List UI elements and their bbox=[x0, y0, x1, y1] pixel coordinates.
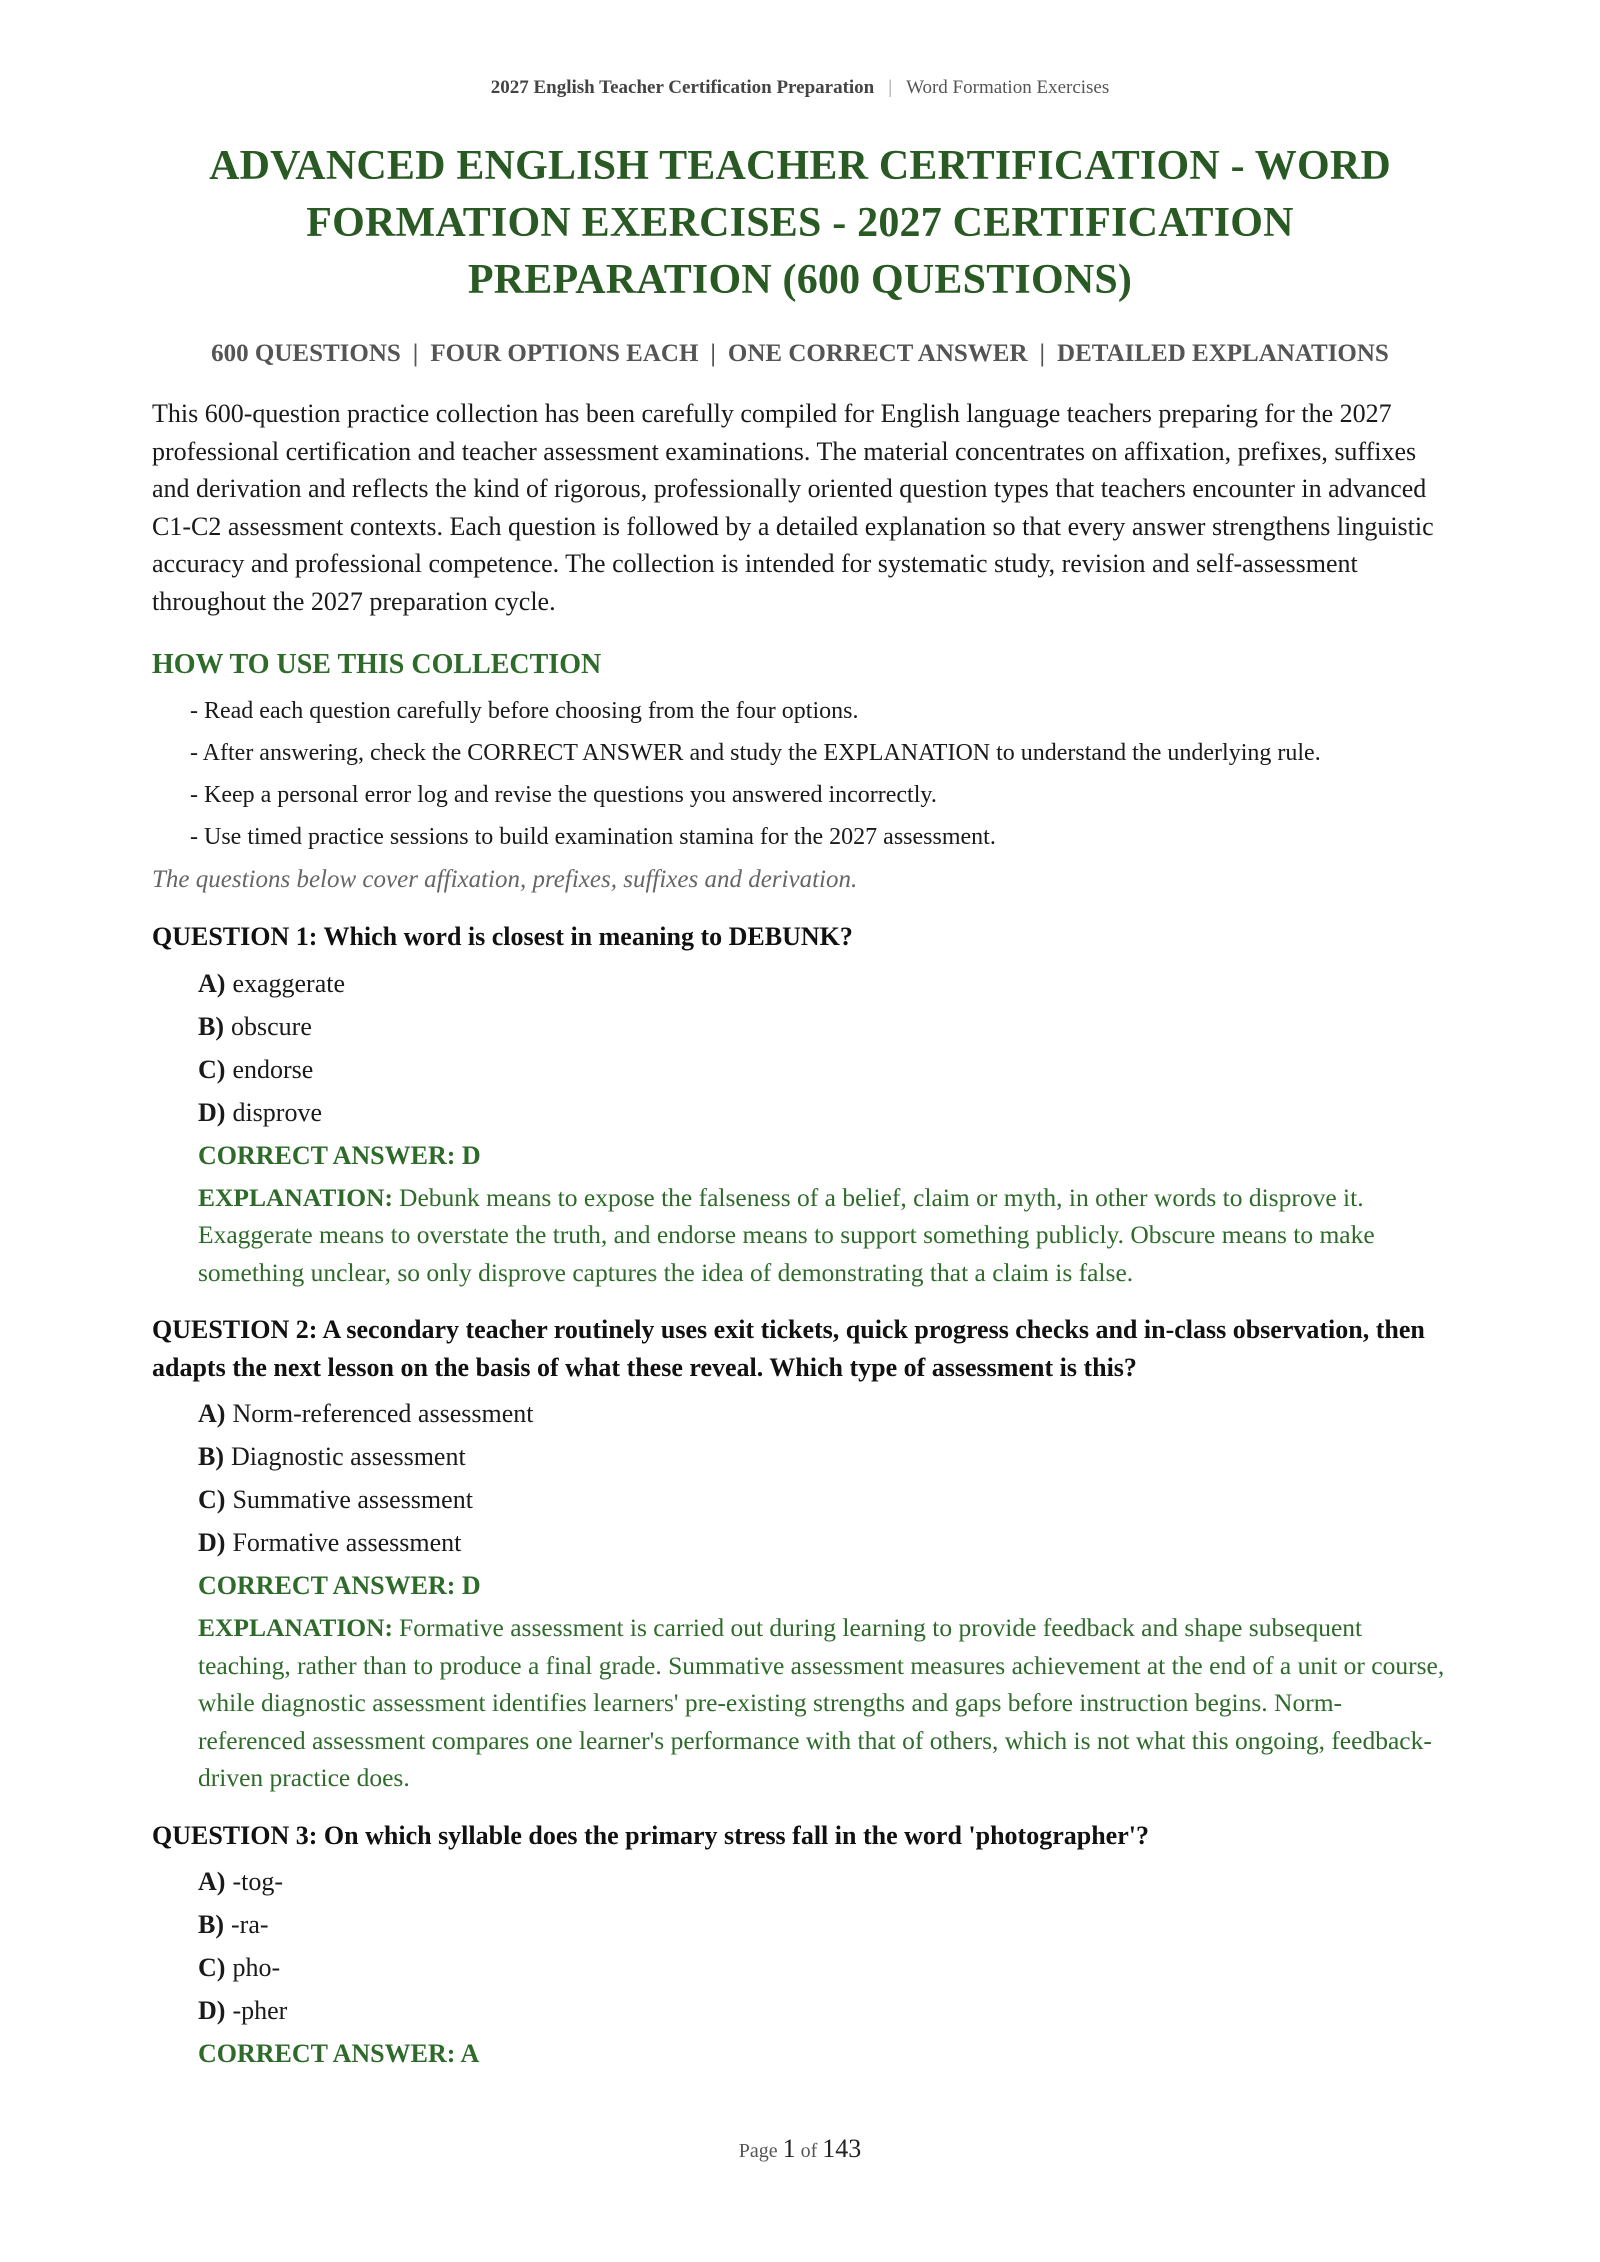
explanation bbox=[152, 1609, 1448, 1797]
question-stem: QUESTION 1: Which word is closest in meaning to DEBUNK? bbox=[152, 922, 853, 951]
option-c bbox=[152, 1048, 1448, 1091]
option-text: Formative assessment bbox=[232, 1528, 462, 1557]
option-letter: C) bbox=[198, 1485, 226, 1514]
explanation-label: EXPLANATION: bbox=[198, 1182, 394, 1212]
explanation bbox=[152, 1179, 1448, 1292]
howto-item: - Read each question carefully before choosing from the four options. bbox=[190, 698, 859, 724]
option-a bbox=[152, 962, 1448, 1005]
intro-paragraph: This 600-question practice collection has been carefully compiled for English language teachers preparing for the 2027 professional certification and teacher assessment examinations. The material concentrates on affixation, prefixes, suffixes and derivation and reflects the kind of rigorous, professionally oriented question types that teachers encounter in advanced C1-C2 assessment contexts. Each question is followed by a detailed explanation so that every answer strengthens linguistic accuracy and professional competence. The collection is intended for systematic study, revision and self-assessment throughout the 2027 preparation cycle. bbox=[152, 399, 1434, 616]
option-text: endorse bbox=[232, 1054, 314, 1084]
running-header-section: Word Formation Exercises bbox=[906, 77, 1110, 98]
option-letter: A) bbox=[198, 1867, 226, 1896]
howto-item: - After answering, check the CORRECT ANSWER and study the EXPLANATION to understand the underlying rule. bbox=[190, 740, 1321, 766]
option-c bbox=[152, 1478, 1448, 1521]
option-a bbox=[152, 1860, 1448, 1903]
question-block bbox=[152, 1817, 1448, 2076]
question-stem: QUESTION 3: On which syllable does the primary stress fall in the word 'photographer'? bbox=[152, 1820, 1149, 1850]
option-text: exaggerate bbox=[232, 968, 346, 998]
option-text: Diagnostic assessment bbox=[231, 1442, 466, 1471]
option-text: -tog- bbox=[232, 1867, 283, 1896]
question-block bbox=[152, 918, 1448, 1291]
option-d bbox=[152, 1521, 1448, 1564]
option-text: pho- bbox=[232, 1953, 281, 1982]
subtitle-separator: | bbox=[1039, 340, 1046, 367]
option-text: Summative assessment bbox=[232, 1485, 473, 1514]
option-b bbox=[152, 1005, 1448, 1048]
page-footer bbox=[0, 2134, 1600, 2166]
correct-answer: CORRECT ANSWER: D bbox=[198, 1571, 481, 1600]
option-letter: A) bbox=[198, 968, 226, 998]
option-text: obscure bbox=[231, 1011, 312, 1041]
option-letter: B) bbox=[198, 1011, 224, 1041]
option-list bbox=[152, 962, 1448, 1134]
howto-heading: HOW TO USE THIS COLLECTION bbox=[152, 649, 602, 680]
option-list bbox=[152, 1860, 1448, 2032]
scope-note: The questions below cover affixation, prefixes, suffixes and derivation. bbox=[152, 866, 858, 893]
running-header-separator: | bbox=[888, 77, 893, 98]
explanation-text: Debunk means to expose the falseness of a belief, claim or myth, in other words to disprove it. Exaggerate means to overstate the truth, and endorse means to support something publicly. Obscure means to make something unclear, so only disprove captures the idea of demonstrating that a claim is false. bbox=[198, 1182, 1375, 1287]
option-letter: B) bbox=[198, 1442, 224, 1471]
option-letter: D) bbox=[198, 1528, 226, 1557]
howto-list bbox=[152, 694, 1448, 855]
option-letter: D) bbox=[198, 1097, 226, 1127]
option-letter: D) bbox=[198, 1996, 226, 2025]
option-d bbox=[152, 1091, 1448, 1134]
subtitle-separator: | bbox=[710, 340, 716, 367]
option-letter: C) bbox=[198, 1054, 226, 1084]
option-text: Norm-referenced assessment bbox=[232, 1399, 534, 1428]
subtitle-item: 600 QUESTIONS bbox=[211, 340, 401, 367]
page-word: Page bbox=[738, 2140, 778, 2162]
option-letter: C) bbox=[198, 1953, 226, 1982]
correct-answer: CORRECT ANSWER: A bbox=[198, 2039, 480, 2068]
option-a bbox=[152, 1392, 1448, 1435]
option-b bbox=[152, 1435, 1448, 1478]
subtitle-item: DETAILED EXPLANATIONS bbox=[1057, 340, 1389, 367]
option-text: -ra- bbox=[231, 1910, 269, 1939]
of-word: of bbox=[800, 2140, 818, 2162]
running-header-title: 2027 English Teacher Certification Preparation bbox=[490, 77, 875, 98]
option-text: -pher bbox=[232, 1996, 288, 2025]
option-b bbox=[152, 1903, 1448, 1946]
question-stem: QUESTION 2: A secondary teacher routinely uses exit tickets, quick progress checks and in-class observation, then adapts the next lesson on the basis of what these reveal. Which type of assessment is this? bbox=[152, 1315, 1425, 1382]
subtitle-item: ONE CORRECT ANSWER bbox=[727, 340, 1028, 367]
option-d bbox=[152, 1989, 1448, 2032]
subtitle-separator: | bbox=[412, 340, 419, 367]
howto-item: - Keep a personal error log and revise the questions you answered incorrectly. bbox=[190, 782, 937, 808]
document-subtitle bbox=[152, 337, 1448, 371]
page-number: 1 bbox=[782, 2134, 796, 2163]
total-pages: 143 bbox=[822, 2134, 862, 2163]
howto-item: - Use timed practice sessions to build examination stamina for the 2027 assessment. bbox=[190, 824, 996, 850]
subtitle-item: FOUR OPTIONS EACH bbox=[430, 340, 699, 367]
question-block bbox=[152, 1311, 1448, 1797]
document-title: ADVANCED ENGLISH TEACHER CERTIFICATION - WORD FORMATION EXERCISES - 2027 CERTIFICATION PREPARATION (600 QUESTIONS) bbox=[209, 143, 1391, 303]
option-c bbox=[152, 1946, 1448, 1989]
explanation-label: EXPLANATION: bbox=[198, 1613, 394, 1642]
correct-answer: CORRECT ANSWER: D bbox=[198, 1140, 481, 1170]
explanation-text: Formative assessment is carried out during learning to provide feedback and shape subsequent teaching, rather than to produce a final grade. Summative assessment measures achievement at the end of a unit or course, while diagnostic assessment identifies learners' pre-existing strengths and gaps before instruction begins. Norm-referenced assessment compares one learner's performance with that of others, which is not what this ongoing, feedback-driven practice does. bbox=[198, 1613, 1445, 1792]
option-letter: A) bbox=[198, 1399, 226, 1428]
option-letter: B) bbox=[198, 1910, 224, 1939]
option-list bbox=[152, 1392, 1448, 1564]
running-header bbox=[152, 74, 1448, 102]
option-text: disprove bbox=[232, 1097, 322, 1127]
